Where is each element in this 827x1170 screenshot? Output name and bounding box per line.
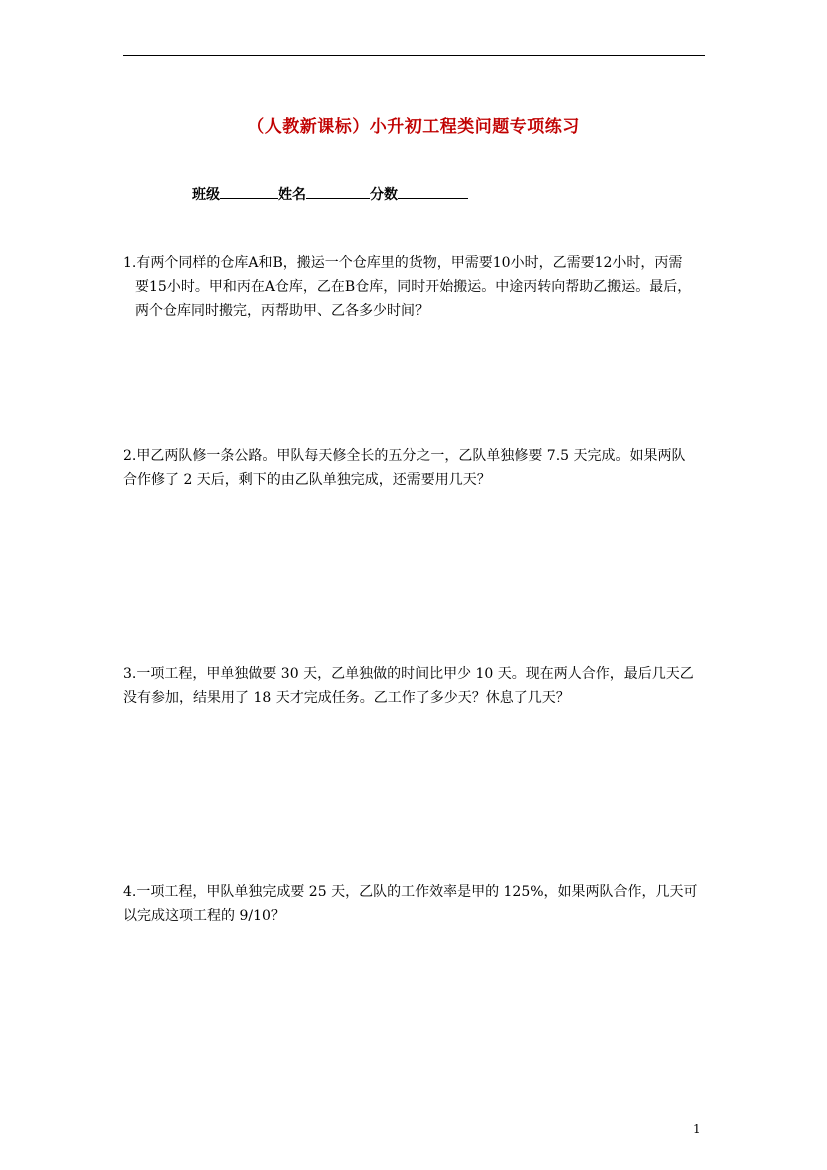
class-label: 班级 xyxy=(192,187,220,203)
class-blank xyxy=(220,184,278,199)
header-rule xyxy=(123,55,705,56)
name-blank xyxy=(306,184,370,199)
question-line: 2.甲乙两队修一条公路。甲队每天修全长的五分之一，乙队单独修要 7.5 天完成。如果两队 xyxy=(123,448,686,464)
question-line: 3.一项工程，甲单独做要 30 天，乙单独做的时间比甲少 10 天。现在两人合作，最后几天乙 xyxy=(123,666,694,682)
question-line: 4.一项工程，甲队单独完成要 25 天，乙队的工作效率是甲的 125%，如果两队合作，几天可 xyxy=(123,884,698,900)
score-blank xyxy=(398,184,468,199)
question-line: 合作修了 2 天后，剩下的由乙队单独完成，还需要用几天？ xyxy=(123,472,491,488)
question-1 xyxy=(123,251,713,323)
question-line: 两个仓库同时搬完，丙帮助甲、乙各多少时间？ xyxy=(135,303,429,319)
question-line: 没有参加，结果用了 18 天才完成任务。乙工作了多少天？休息了几天？ xyxy=(123,690,570,706)
question-line: 1.有两个同样的仓库A和B，搬运一个仓库里的货物，甲需要10小时，乙需要12小时，丙需 xyxy=(123,255,683,271)
question-line: 要15小时。甲和丙在A仓库，乙在B仓库，同时开始搬运。中途丙转向帮助乙搬运。最后， xyxy=(135,279,692,295)
question-2 xyxy=(123,444,713,492)
page-title: （人教新课标）小升初工程类问题专项练习 xyxy=(247,117,580,137)
student-info-fields xyxy=(192,184,468,204)
score-label: 分数 xyxy=(370,187,398,203)
question-3 xyxy=(123,662,713,710)
page-number: 1 xyxy=(693,1122,701,1136)
question-4 xyxy=(123,880,713,928)
question-line: 以完成这项工程的 9/10？ xyxy=(123,908,285,924)
name-label: 姓名 xyxy=(278,187,306,203)
